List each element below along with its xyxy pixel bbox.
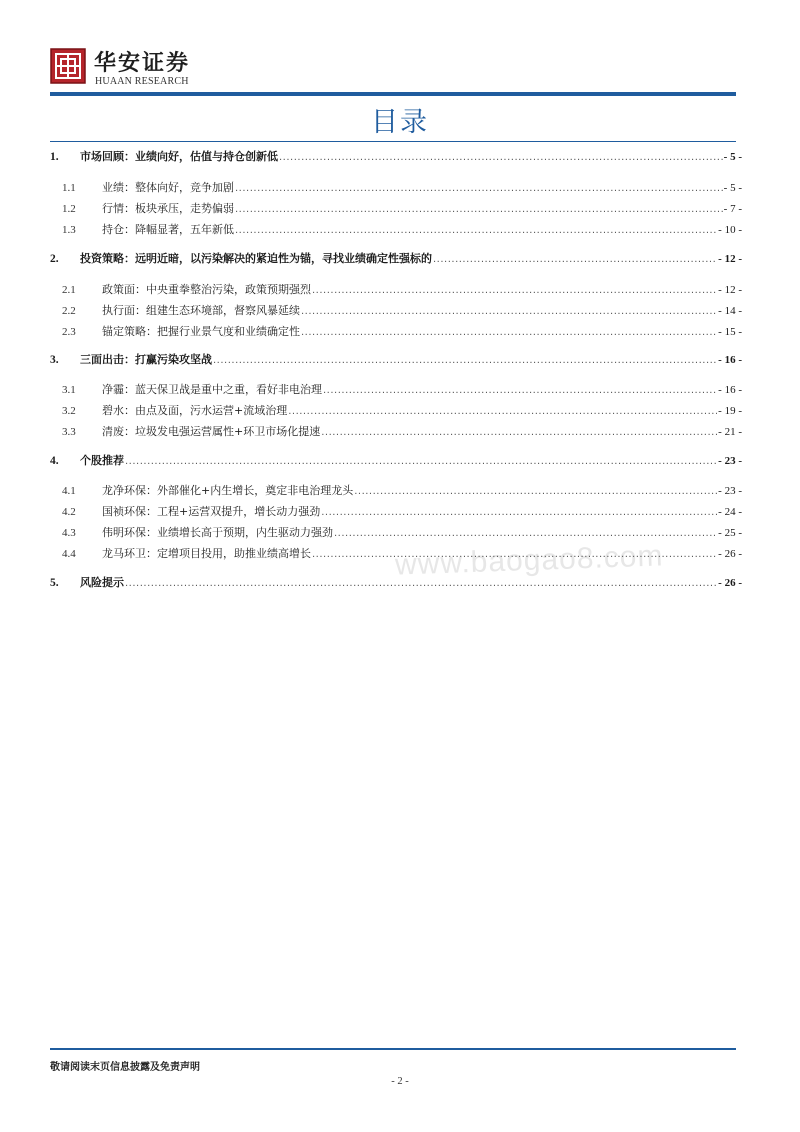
- toc-leader-dots: [323, 385, 717, 397]
- toc-entry-number: 3.3: [62, 426, 76, 438]
- brand-name-en: HUAAN RESEARCH: [95, 76, 189, 87]
- toc-entry-title: 行情：板块承压，走势偏弱: [102, 202, 234, 215]
- toc-entry-number: 4.4: [62, 548, 76, 560]
- toc-entry-page: - 26 -: [718, 577, 742, 589]
- toc-entry-page: - 10 -: [718, 224, 742, 236]
- toc-entry-number: 1.3: [62, 224, 76, 236]
- toc-leader-dots: [235, 225, 717, 237]
- toc-leader-dots: [433, 254, 717, 266]
- toc-entry-title: 持仓：降幅显著，五年新低: [102, 223, 234, 236]
- toc-entry-title: 锚定策略：把握行业景气度和业绩确定性: [102, 325, 300, 338]
- toc-subsection-entry[interactable]: [50, 524, 742, 540]
- toc-entry-number: 1.: [50, 151, 59, 163]
- toc-entry-number: 4.2: [62, 506, 76, 518]
- toc-subsection-entry[interactable]: [50, 221, 742, 237]
- watermark: www.baogao8.com: [394, 539, 664, 582]
- toc-entry-page: - 24 -: [718, 506, 742, 518]
- toc-entry-page: - 7 -: [723, 203, 742, 215]
- toc-entry-number: 2.: [50, 253, 59, 265]
- toc-leader-dots: [312, 285, 717, 297]
- toc-entry-title: 龙净环保：外部催化+内生增长，奠定非电治理龙头: [102, 484, 354, 497]
- toc-leader-dots: [354, 486, 717, 498]
- toc-section-entry[interactable]: [50, 250, 742, 266]
- toc-entry-title: 个股推荐: [80, 454, 124, 467]
- toc-entry-title: 执行面：组建生态环境部，督察风暴延续: [102, 304, 300, 317]
- toc-subsection-entry[interactable]: [50, 402, 742, 418]
- toc-section-entry[interactable]: [50, 351, 742, 367]
- toc-subsection-entry[interactable]: [50, 482, 742, 498]
- toc-entry-page: - 12 -: [718, 284, 742, 296]
- toc-leader-dots: [125, 456, 717, 468]
- toc-leader-dots: [321, 507, 717, 519]
- toc-entry-page: - 5 -: [723, 182, 742, 194]
- toc-leader-dots: [301, 327, 717, 339]
- toc-entry-number: 2.1: [62, 284, 76, 296]
- toc-subsection-entry[interactable]: [50, 200, 742, 216]
- toc-entry-number: 1.2: [62, 203, 76, 215]
- toc-entry-title: 政策面：中央重拳整治污染，政策预期强烈: [102, 283, 311, 296]
- disclaimer-note: 敬请阅读末页信息披露及免责声明: [50, 1062, 200, 1073]
- toc-leader-dots: [321, 427, 717, 439]
- toc-entry-number: 3.2: [62, 405, 76, 417]
- toc-entry-page: - 25 -: [718, 527, 742, 539]
- toc-leader-dots: [213, 355, 717, 367]
- toc-leader-dots: [301, 306, 717, 318]
- toc-entry-number: 3.: [50, 354, 59, 366]
- toc-entry-page: - 16 -: [718, 354, 742, 366]
- toc-entry-title: 碧水：由点及面，污水运营+流域治理: [102, 404, 288, 417]
- toc-subsection-entry[interactable]: [50, 323, 742, 339]
- toc-subsection-entry[interactable]: [50, 423, 742, 439]
- toc-section-entry[interactable]: [50, 148, 742, 164]
- toc-entry-page: - 21 -: [718, 426, 742, 438]
- toc-subsection-entry[interactable]: [50, 281, 742, 297]
- toc-entry-number: 4.: [50, 455, 59, 467]
- toc-entry-page: - 15 -: [718, 326, 742, 338]
- toc-entry-page: - 16 -: [718, 384, 742, 396]
- toc-entry-number: 5.: [50, 577, 59, 589]
- toc-entry-title: 清废：垃圾发电强运营属性+环卫市场化提速: [102, 425, 321, 438]
- toc-subsection-entry[interactable]: [50, 179, 742, 195]
- page-number: - 2 -: [391, 1076, 409, 1087]
- toc-entry-page: - 19 -: [718, 405, 742, 417]
- toc-entry-page: - 26 -: [718, 548, 742, 560]
- toc-entry-number: 4.1: [62, 485, 76, 497]
- toc-entry-title: 净霾：蓝天保卫战是重中之重，看好非电治理: [102, 383, 322, 396]
- toc-entry-title: 投资策略：远明近暗，以污染解决的紧迫性为锚，寻找业绩确定性强标的: [80, 252, 432, 265]
- footer-divider: [50, 1048, 736, 1050]
- toc-entry-title: 市场回顾：业绩向好，估值与持仓创新低: [80, 150, 278, 163]
- toc-entry-page: - 14 -: [718, 305, 742, 317]
- toc-entry-number: 2.2: [62, 305, 76, 317]
- toc-entry-page: - 23 -: [718, 455, 742, 467]
- toc-leader-dots: [279, 152, 723, 164]
- toc-entry-page: - 12 -: [718, 253, 742, 265]
- header-divider: [50, 92, 736, 96]
- toc-subsection-entry[interactable]: [50, 503, 742, 519]
- company-logo: [50, 48, 86, 84]
- toc-entry-number: 2.3: [62, 326, 76, 338]
- toc-subsection-entry[interactable]: [50, 381, 742, 397]
- toc-entry-title: 风险提示: [80, 576, 124, 589]
- toc-entry-title: 国祯环保：工程+运营双提升，增长动力强劲: [102, 505, 321, 518]
- toc-entry-title: 伟明环保：业绩增长高于预期，内生驱动力强劲: [102, 526, 333, 539]
- page-title: 目录: [371, 107, 429, 138]
- toc-leader-dots: [288, 406, 717, 418]
- toc-entry-title: 业绩：整体向好，竞争加剧: [102, 181, 234, 194]
- toc-leader-dots: [235, 204, 723, 216]
- toc-entry-number: 4.3: [62, 527, 76, 539]
- toc-entry-title: 三面出击：打赢污染攻坚战: [80, 353, 212, 366]
- toc-section-entry[interactable]: [50, 452, 742, 468]
- toc-leader-dots: [334, 528, 717, 540]
- title-divider: [50, 141, 736, 142]
- toc-entry-number: 1.1: [62, 182, 76, 194]
- toc-entry-number: 3.1: [62, 384, 76, 396]
- toc-entry-page: - 23 -: [718, 485, 742, 497]
- toc-entry-title: 龙马环卫：定增项目投用，助推业绩高增长: [102, 547, 311, 560]
- toc-entry-page: - 5 -: [723, 151, 742, 163]
- brand-name-cn: 华安证券: [94, 50, 191, 76]
- toc-subsection-entry[interactable]: [50, 302, 742, 318]
- toc-leader-dots: [235, 183, 723, 195]
